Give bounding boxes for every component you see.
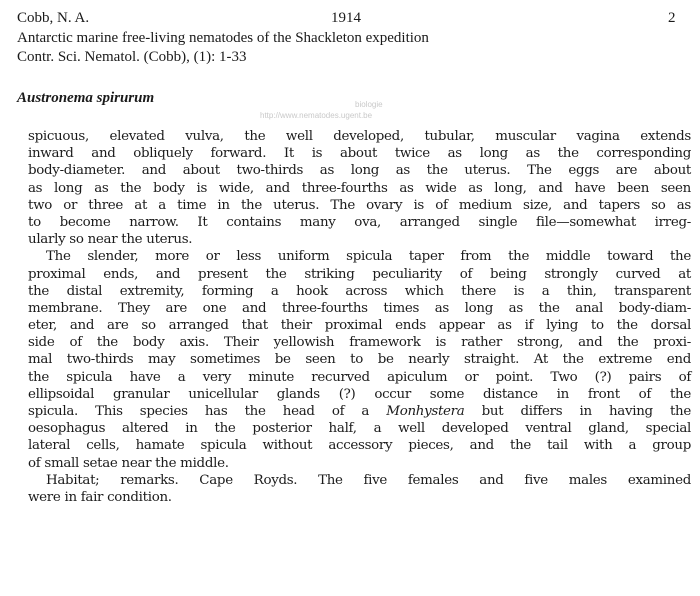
text-line: body-diameter. and about two-thirds as long as the uterus. The eggs are about bbox=[28, 163, 691, 179]
genus-name: Monhystera bbox=[386, 404, 465, 419]
text-line: membrane. They are one and three-fourths times as long as the anal body-diam- bbox=[28, 300, 691, 316]
genus-line-after: but differs in having the bbox=[481, 404, 691, 419]
text-line: the distal extremity, forming a hook across which there is a thin, transparent bbox=[28, 283, 691, 299]
text-line: oesophagus altered in the posterior half, a well developed ventral gland, special bbox=[28, 421, 691, 437]
header-title: Antarctic marine free-living nematodes of the Shackleton expedition bbox=[17, 30, 429, 46]
genus-line-before: spicula. This species has the head of a bbox=[28, 404, 370, 419]
text-line: Habitat; remarks. Cape Royds. The five females and five males examined bbox=[46, 472, 691, 488]
text-line: eter, and are so arranged that their proximal ends appear as if lying to the dorsal bbox=[28, 318, 691, 334]
text-line: as long as the body is wide, and three-fourths as wide as long, and have been seen bbox=[28, 180, 691, 196]
text-line: were in fair condition. bbox=[28, 489, 172, 505]
paragraph-2 bbox=[28, 248, 691, 471]
text-line: inward and obliquely forward. It is about twice as long as the corresponding bbox=[28, 146, 691, 162]
text-line: mal two-thirds may sometimes be seen to be nearly straight. At the extreme end bbox=[28, 352, 691, 368]
species-heading: Austronema spirurum bbox=[17, 90, 155, 106]
text-line: the spicula have a very minute recurved apiculum or point. Two (?) pairs of bbox=[28, 369, 691, 385]
header-author: Cobb, N. A. bbox=[17, 10, 90, 26]
watermark-line2: http://www.nematodes.ugent.be bbox=[260, 111, 373, 120]
text-line: ellipsoidal granular unicellular glands (?) occur some distance in front of the bbox=[28, 386, 691, 402]
watermark-line1: biologie bbox=[355, 100, 383, 109]
text-line: The slender, more or less uniform spicula taper from the middle toward the bbox=[46, 249, 691, 265]
text-line: to become narrow. It contains many ova, arranged single file—somewhat irreg- bbox=[28, 214, 691, 230]
text-line: of small setae near the middle. bbox=[28, 455, 229, 471]
text-line-with-genus bbox=[28, 403, 691, 420]
text-line: side of the body axis. Their yellowish framework is rather strong, and the proxi- bbox=[28, 335, 691, 351]
paragraph-3 bbox=[28, 472, 691, 506]
page-number: 2 bbox=[668, 10, 676, 26]
text-line: two or three at a time in the uterus. The ovary is of medium size, and tapers so as bbox=[28, 197, 691, 213]
text-line: lateral cells, hamate spicula without accessory pieces, and the tail with a group bbox=[28, 438, 691, 454]
header-citation: Contr. Sci. Nematol. (Cobb), (1): 1-33 bbox=[17, 49, 247, 65]
text-line: spicuous, elevated vulva, the well developed, tubular, muscular vagina extends bbox=[28, 129, 691, 144]
header-year: 1914 bbox=[331, 10, 361, 26]
text-line: ularly so near the uterus. bbox=[28, 232, 193, 248]
paragraph-1 bbox=[28, 128, 691, 248]
text-line: proximal ends, and present the striking peculiarity of being strongly curved at bbox=[28, 266, 691, 282]
description-text bbox=[28, 128, 691, 506]
